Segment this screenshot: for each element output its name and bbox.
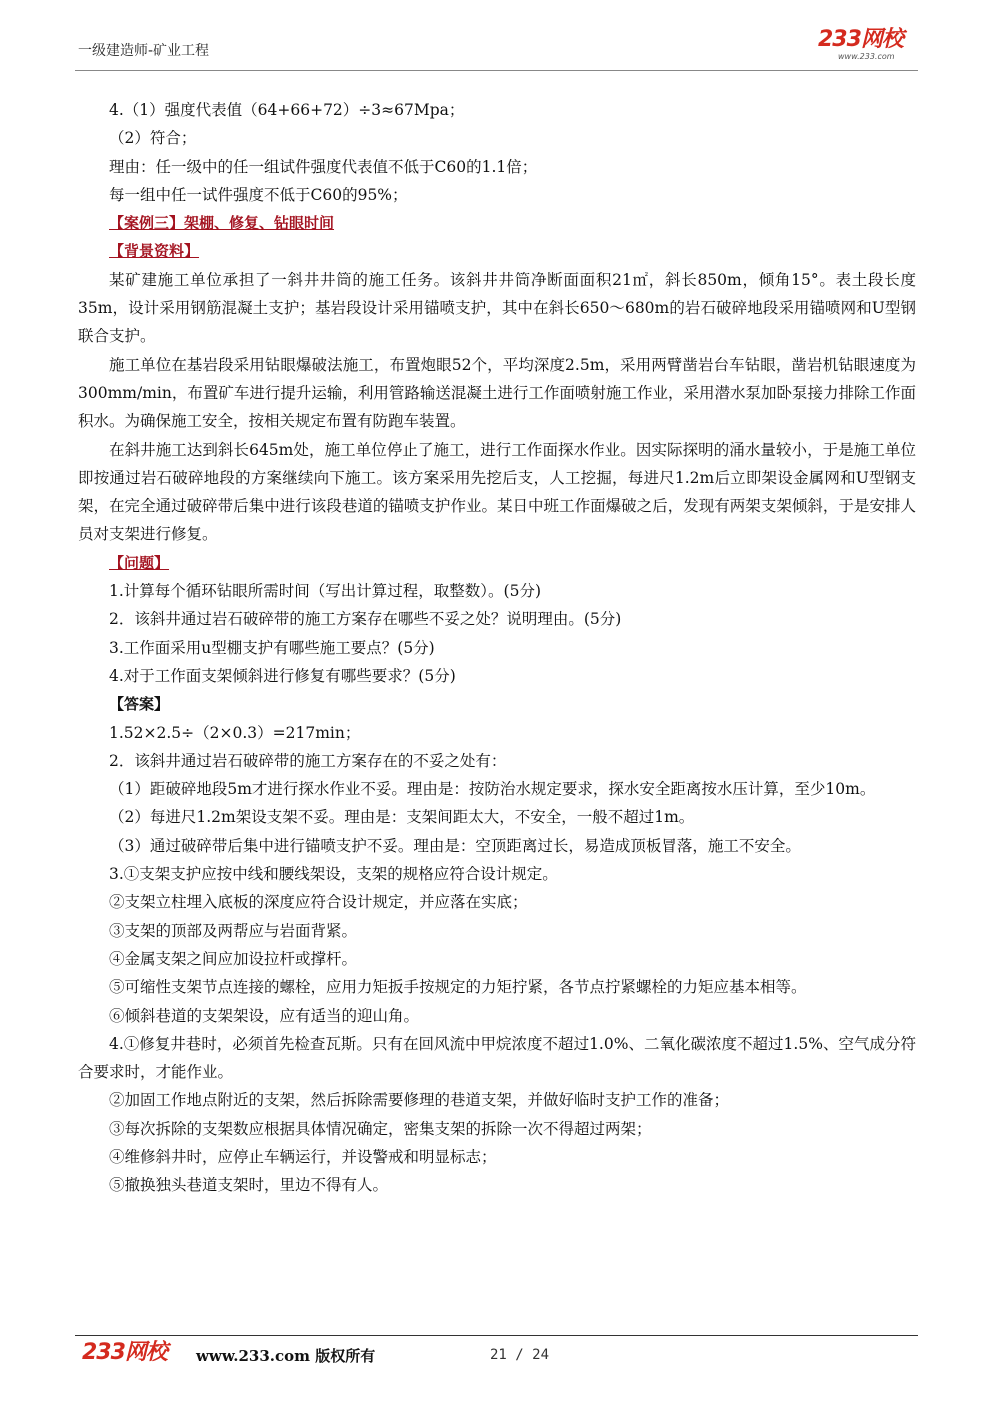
document-body [78, 96, 916, 1200]
paragraph-line: （3）通过破碎带后集中进行锚喷支护不妥。理由是：空顶距离过长，易造成顶板冒落，施工不安全。 [109, 836, 801, 855]
answer-heading: 【答案】 [109, 695, 170, 714]
paragraph-line [78, 690, 916, 718]
paragraph-line: ④维修斜井时，应停止车辆运行，并设警戒和明显标志； [109, 1147, 497, 1166]
paragraph-line: ③支架的顶部及两帮应与岩面背紧。 [109, 921, 358, 940]
paragraph-line: 施工单位在基岩段采用钻眼爆破法施工，布置炮眼52个，平均深度2.5m，采用两臂凿岩台车钻眼，凿岩机钻眼速度为300mm/min，布置矿车进行提升运输，利用管路输送混凝土进行工作面喷射施工作业，采用潜水泵加卧泵接力排除工作面积水。为确保施工安全，按相关规定布置有防跑车装置。 [78, 355, 916, 431]
paragraph-line: 1.计算每个循环钻眼所需时间（写出计算过程，取整数）。(5分) [109, 582, 541, 601]
paragraph-line: 理由：任一级中的任一组试件强度代表值不低于C60的1.1倍； [109, 157, 538, 176]
paragraph-line [78, 237, 916, 265]
section-heading: 【背景资料】 [109, 242, 200, 261]
paragraph-line: 4.①修复井巷时，必须首先检查瓦斯。只有在回风流中甲烷浓度不超过1.0%、二氧化碳浓度不超过1.5%、空气成分符合要求时，才能作业。 [78, 1034, 916, 1082]
paragraph-line: 3.①支架支护应按中线和腰线架设，支架的规格应符合设计规定。 [109, 865, 558, 884]
paragraph-line: （2）符合； [109, 129, 197, 148]
page-number: 21 / 24 [490, 1347, 550, 1363]
document-header-title: 一级建造师-矿业工程 [78, 43, 210, 59]
paragraph-line: 在斜井施工达到斜长645m处，施工单位停止了施工，进行工作面探水作业。因实际探明的涌水量较小，于是施工单位即按通过岩石破碎地段的方案继续向下施工。该方案采用先挖后支，人工挖掘，每进尺1.2m后立即架设金属网和U型钢支架，在完全通过破碎带后集中进行该段巷道的锚喷支护作业。某日中班工作面爆破之后，发现有两架支架倾斜，于是安排人员对支架进行修复。 [78, 440, 916, 544]
paragraph-line: 2．该斜井通过岩石破碎带的施工方案存在的不妥之处有： [109, 751, 507, 770]
paragraph-line: 每一组中任一试件强度不低于C60的95%； [109, 185, 408, 204]
paragraph-line: ②支架立柱埋入底板的深度应符合设计规定，并应落在实底； [109, 893, 528, 912]
paragraph-line: （1）距破碎地段5m才进行探水作业不妥。理由是：按防治水规定要求，探水安全距离按水压计算，至少10m。 [109, 780, 876, 799]
paragraph-line: ⑥倾斜巷道的支架架设，应有适当的迎山角。 [109, 1006, 420, 1025]
logo-url: www.233.com [838, 52, 895, 61]
paragraph-line: 某矿建施工单位承担了一斜井井筒的施工任务。该斜井井筒净断面面积21㎡，斜长850m，倾角15°。表土段长度35m，设计采用钢筋混凝土支护；基岩段设计采用锚喷支护，其中在斜长650～680m的岩石破碎地段采用锚喷网和U型钢联合支护。 [78, 270, 916, 346]
header-divider [75, 70, 918, 71]
paragraph-line: 4.（1）强度代表值（64+66+72）÷3≈67Mpa； [109, 101, 465, 119]
paragraph-line: ③每次拆除的支架数应根据具体情况确定，密集支架的拆除一次不得超过两架； [109, 1119, 652, 1138]
paragraph-line: ④金属支架之间应加设拉杆或撑杆。 [109, 949, 358, 968]
paragraph-line: ②加固工作地点附近的支架，然后拆除需要修理的巷道支架，并做好临时支护工作的准备； [109, 1091, 730, 1110]
paragraph-line: （2）每进尺1.2m架设支架不妥。理由是：支架间距太大，不安全，一般不超过1m。 [109, 808, 695, 827]
footer-divider [75, 1335, 918, 1336]
footer-copyright: www.233.com 版权所有 [196, 1347, 376, 1365]
paragraph-line: 1.52×2.5÷（2×0.3）=217min； [109, 723, 361, 742]
paragraph-line: 4.对于工作面支架倾斜进行修复有哪些要求？(5分) [109, 666, 456, 685]
paragraph-line [78, 549, 916, 577]
paragraph-line [78, 209, 916, 237]
section-heading: 【问题】 [109, 553, 170, 572]
footer-logo: 233网校 [82, 1340, 167, 1365]
paragraph-line: 3.工作面采用u型棚支护有哪些施工要点？(5分) [109, 638, 435, 657]
logo-text: 233网校 [818, 27, 903, 52]
paragraph-line: ⑤可缩性支架节点连接的螺栓，应用力矩扳手按规定的力矩拧紧，各节点拧紧螺栓的力矩应基本相等。 [109, 978, 807, 997]
section-heading: 【案例三】架棚、修复、钻眼时间 [109, 214, 335, 233]
paragraph-line: ⑤撤换独头巷道支架时，里边不得有人。 [109, 1176, 389, 1195]
brand-logo [818, 28, 928, 68]
paragraph-line: 2．该斜井通过岩石破碎带的施工方案存在哪些不妥之处？说明理由。(5分) [109, 610, 622, 629]
